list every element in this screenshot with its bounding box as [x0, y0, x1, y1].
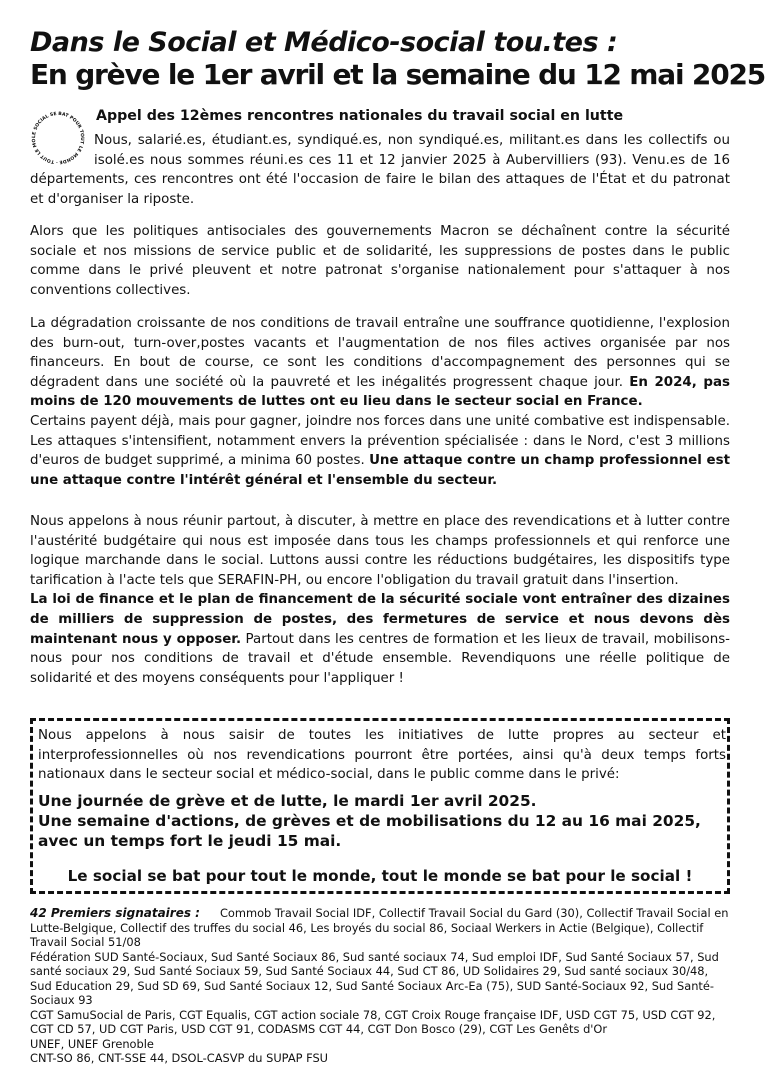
- seal-text: LE SOCIAL SE BAT POUR TOUT LE MONDE · TOUT LE MO: [31, 111, 85, 165]
- week-of-actions-mai: Une semaine d'actions, de grèves et de mobilisations du 12 au 16 mai 2025, avec un temps fort le jeudi 15 mai.: [38, 812, 701, 850]
- page-title-line1: Dans le Social et Médico-social tou.tes :: [30, 27, 618, 58]
- highlight-loi-finance: La loi de finance et le plan de financement de la sécurité sociale vont entraîner des dizaines de milliers de suppression de postes, des fermetures de service et nous devons dès maintenant nous y opposer.: [30, 592, 730, 647]
- page-title-line2: En grève le 1er avril et la semaine du 12 mai 2025: [30, 58, 766, 91]
- box-dates: [38, 791, 728, 851]
- paragraph-politiques: Alors que les politiques antisociales des gouvernements Macron se déchaînent contre la sécurité sociale et nos missions de service public et de solidarité, les suppressions de postes dans le public comme dans le privé pleuvent et notre patronat s'organise nationalement pour s'attaquer à nos conventions collectives.: [30, 224, 730, 298]
- signatories-heading: 42 Premiers signataires :: [30, 906, 200, 920]
- highlight-120-mouvements: En 2024, pas moins de 120 mouvements de luttes ont eu lieu dans le secteur social en France.: [30, 374, 730, 410]
- highlight-attaque-champ: Une attaque contre un champ professionnel est une attaque contre l'intérêt général et l'ensemble du secteur.: [30, 453, 730, 488]
- paragraph-degradation: La dégradation croissante de nos conditions de travail entraîne une souffrance quotidienne, l'explosion des burn-out, turn-over,postes vacants et l'augmentation de nos files actives organisée par nos financeurs. En bout de course, ce sont les conditions d'accompagnement des personnes qui se dégradent dans une société où la pauvreté et les inégalités progressent chaque jour. En 2024, pas moins de 120 mouvements de luttes ont eu lieu dans le secteur social en France. Certains payent déjà, mais pour gagner, joindre nos forces dans une unité combative est indispensable. Les attaques s'intensifient, notamment envers la prévention spécialisée : dans le Nord, c'est 3 millions d'euros de budget supprimé, a minima 60 postes. Une attaque contre un champ professionnel est une attaque contre l'intérêt général et l'ensemble du secteur.: [30, 316, 730, 488]
- signatories-collectifs: Commob Travail Social IDF, Collectif Travail Social du Gard (30), Collectif Travail Social en Lutte-Belgique, Collectif des truffes du social 46, Les broyés du social 86, Sociaal Werkers in Actie (Belgique), Collectif Travail Social 51/08: [30, 906, 729, 949]
- strike-day-1er-avril: Une journée de grève et de lutte, le mardi 1er avril 2025.: [38, 792, 537, 810]
- box-intro-text: Nous appelons à nous saisir de toutes les initiatives de lutte propres au secteur et interprofessionnelles où nos revendications pourront être portées, ainsi qu'à deux temps forts nationaux dans le secteur social et médico-social, dans le public comme dans le privé:: [38, 728, 726, 783]
- paragraph-intro: Nous, salarié.es, étudiant.es, syndiqué.es, non syndiqué.es, militant.es dans les collectifs ou isolé.es nous sommes réuni.es ces 11 et 12 janvier 2025 à Aubervilliers (93). Venu.es de 16 départements, ces rencontres ont été l'occasion de faire le bilan des attaques de l'État et du patronat et d'organiser la riposte.: [30, 133, 730, 207]
- paragraph-appel: Nous appelons à nous réunir partout, à discuter, à mettre en place des revendications et à lutter contre l'austérité budgétaire qui nous est imposée dans tous les champs professionnels et qui renforce une logique marchande dans le social. Luttons aussi contre les réductions budgétaires, les dispositifs type tarification à l'acte tels que SERAFIN-PH, ou encore l'obligation du travail gratuit dans l'insertion. La loi de finance et le plan de financement de la sécurité sociale vont entraîner des dizaines de milliers de suppression de postes, des fermetures de service et nous devons dès maintenant nous y opposer. Partout dans les centres de formation et les lieux de travail, mobilisons-nous pour nos conditions de travail et d'étude ensemble. Revendiquons une réelle politique de solidarité et des moyens conséquents pour l'appliquer !: [30, 514, 731, 686]
- signatories-sud: Fédération SUD Santé-Sociaux, Sud Santé Sociaux 86, Sud santé sociaux 74, Sud emploi IDF, Sud Santé Sociaux 57, Sud santé sociaux 29, Sud Santé Sociaux 59, Sud Santé Sociaux 44, Sud CT 86, UD Solidaires 29, Sud santé sociaux 30/48, Sud Education 29, Sud SD 69, Sud Santé Sociaux 12, Sud Santé Sociaux Arc-Ea (75), SUD Santé-Sociaux 92, Sud Santé-Sociaux 93: [30, 949, 719, 1007]
- signatories-cnt-fsu: CNT-SO 86, CNT-SSE 44, DSOL-CASVP du SUPAP FSU: [30, 1051, 329, 1065]
- slogan: Le social se bat pour tout le monde, tout le monde se bat pour le social !: [67, 867, 693, 885]
- signatories-unef: UNEF, UNEF Grenoble: [30, 1036, 154, 1051]
- signatories-list: [30, 906, 732, 1066]
- appel-heading: Appel des 12èmes rencontres nationales du travail social en lutte: [96, 108, 624, 124]
- signatories-cgt: CGT SamuSocial de Paris, CGT Equalis, CGT action sociale 78, CGT Croix Rouge française IDF, USD CGT 75, USD CGT 92, CGT CD 57, UD CGT Paris, USD CGT 91, CODASMS CGT 44, CGT Don Bosco (29), CGT Les Genêts d'Or: [30, 1007, 716, 1036]
